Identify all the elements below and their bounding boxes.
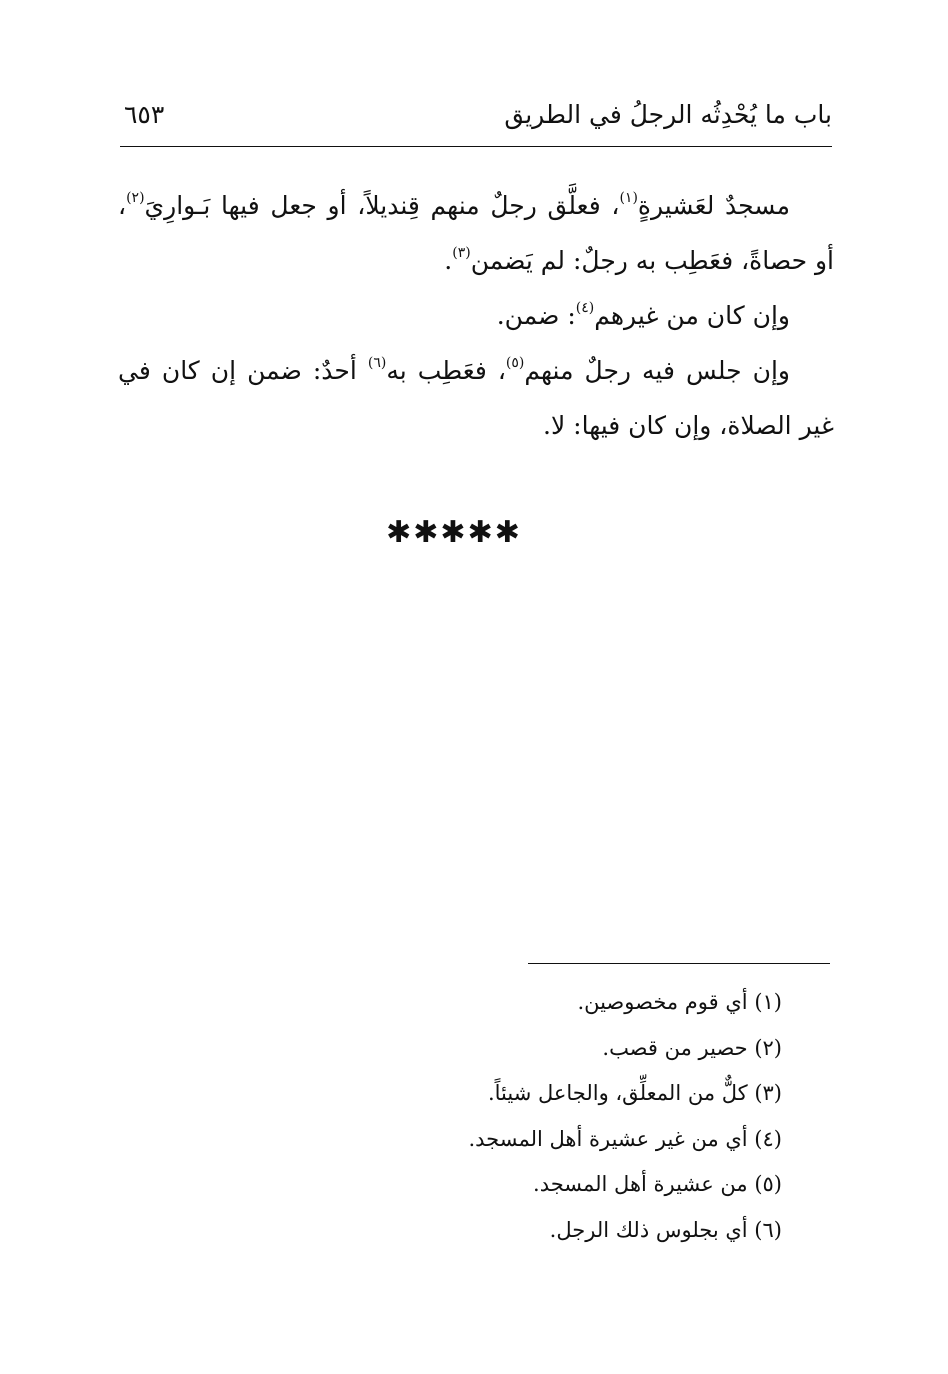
- footnote-3: (٣) كلٌّ من المعلِّق، والجاعل شيئاً.: [487, 1081, 782, 1105]
- footnote-ref-5[interactable]: (٥): [505, 355, 525, 371]
- text-run: أحدٌ: ضمن إن كان في غير الصلاة، وإن كان فيها: لا.: [118, 356, 834, 440]
- page-number: ٦٥٣: [124, 100, 165, 129]
- text-run: ، فعلَّق رجلٌ منهم قِنديلاً، أو جعل فيها بَـوارِيَ: [144, 191, 620, 220]
- footnote-6: (٦) أي بجلوس ذلك الرجل.: [549, 1217, 782, 1242]
- footnotes: [282, 980, 782, 1253]
- paragraph-3: [118, 343, 834, 453]
- text-run: ، فعَطِب به: [386, 356, 506, 385]
- footnote-ref-6[interactable]: (٦): [367, 355, 387, 371]
- footnote-2: (٢) حصير من قصب.: [602, 1035, 782, 1060]
- header-divider: [120, 146, 832, 147]
- footnote-ref-3[interactable]: (٣): [452, 245, 471, 261]
- paragraph-2: [118, 288, 834, 343]
- footnote-1: (١) أي قوم مخصوصين.: [577, 990, 782, 1014]
- text-run: .: [444, 246, 453, 275]
- main-text: [118, 178, 834, 453]
- text-run: مسجدٌ لعَشيرةٍ: [637, 191, 790, 220]
- footnote-ref-4[interactable]: (٤): [575, 300, 595, 316]
- section-separator: ✱✱✱✱✱: [386, 515, 522, 550]
- footnote-4: (٤) أي من غير عشيرة أهل المسجد.: [468, 1126, 782, 1151]
- chapter-title: باب ما يُحْدِثُه الرجلُ في الطريق: [504, 100, 832, 129]
- text-run: : ضمن.: [496, 301, 576, 330]
- text-run: وإن كان من غيرهم: [594, 301, 790, 330]
- running-header: [120, 92, 832, 144]
- text-run: ، أو حصاةً، فعَطِب به رجلٌ: لم يَضمن: [118, 191, 834, 275]
- footnote-5: (٥) من عشيرة أهل المسجد.: [533, 1172, 782, 1196]
- paragraph-1: [118, 178, 834, 288]
- footnote-ref-2[interactable]: (٢): [126, 190, 145, 206]
- footnote-ref-1[interactable]: (١): [619, 190, 638, 206]
- footnote-divider: [528, 963, 830, 964]
- text-run: وإن جلس فيه رجلٌ منهم: [524, 356, 790, 385]
